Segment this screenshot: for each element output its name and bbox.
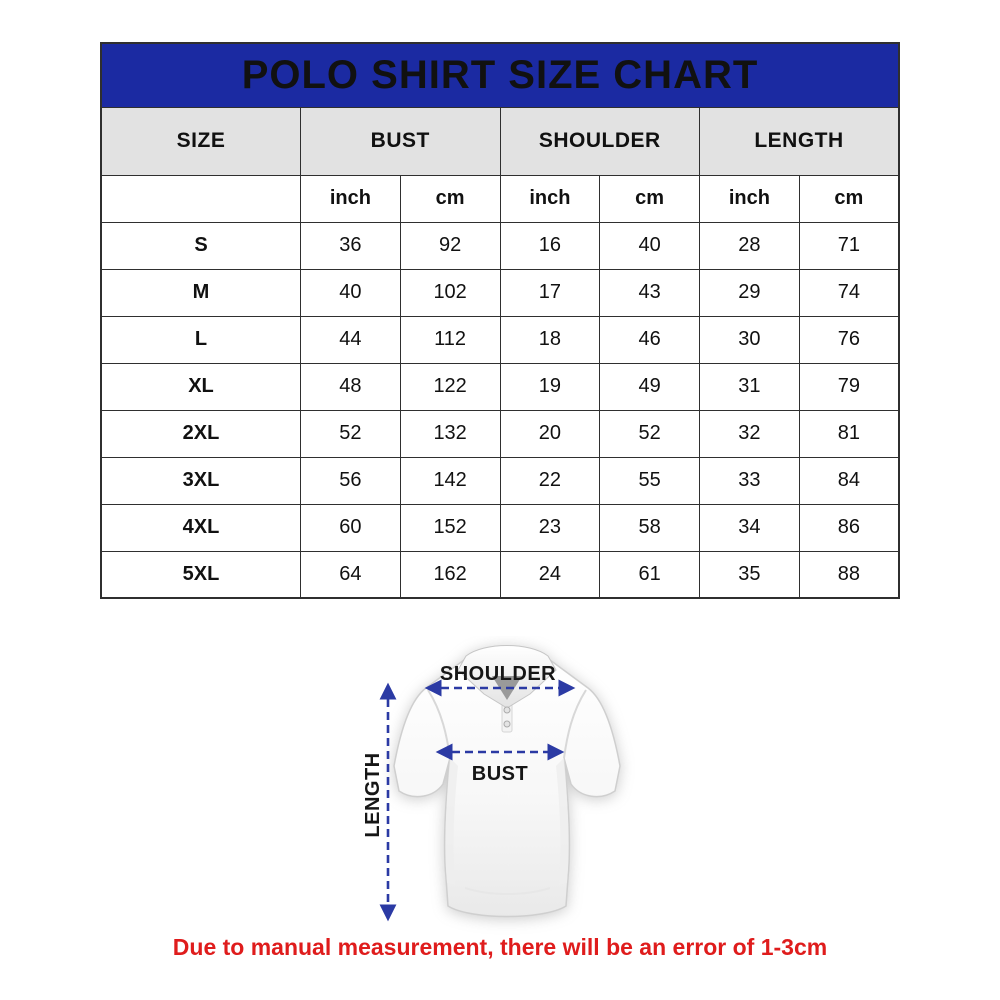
value-cell: 49 bbox=[600, 363, 700, 410]
page-title: POLO SHIRT SIZE CHART bbox=[101, 43, 899, 107]
table-row-xl bbox=[101, 363, 899, 410]
bust-label: BUST bbox=[471, 763, 529, 785]
value-cell: 58 bbox=[600, 504, 700, 551]
unit-header-bust-cm: cm bbox=[400, 175, 500, 222]
value-cell: 28 bbox=[700, 222, 800, 269]
measurement-disclaimer: Due to manual measurement, there will be an error of 1-3cm bbox=[172, 934, 828, 960]
unit-header-bust-inch: inch bbox=[301, 175, 401, 222]
size-label: S bbox=[101, 222, 301, 269]
unit-header-shoulder-cm: cm bbox=[600, 175, 700, 222]
value-cell: 81 bbox=[799, 410, 899, 457]
value-cell: 31 bbox=[700, 363, 800, 410]
value-cell: 35 bbox=[700, 551, 800, 598]
value-cell: 17 bbox=[500, 269, 600, 316]
value-cell: 86 bbox=[799, 504, 899, 551]
value-cell: 102 bbox=[400, 269, 500, 316]
value-cell: 40 bbox=[301, 269, 401, 316]
value-cell: 32 bbox=[700, 410, 800, 457]
value-cell: 30 bbox=[700, 316, 800, 363]
value-cell: 60 bbox=[301, 504, 401, 551]
button-top bbox=[504, 707, 510, 713]
value-cell: 16 bbox=[500, 222, 600, 269]
size-label: XL bbox=[101, 363, 301, 410]
value-cell: 33 bbox=[700, 457, 800, 504]
value-cell: 71 bbox=[799, 222, 899, 269]
value-cell: 64 bbox=[301, 551, 401, 598]
value-cell: 46 bbox=[600, 316, 700, 363]
unit-header-shoulder-inch: inch bbox=[500, 175, 600, 222]
size-label: 5XL bbox=[101, 551, 301, 598]
value-cell: 152 bbox=[400, 504, 500, 551]
value-cell: 55 bbox=[600, 457, 700, 504]
table-row-l bbox=[101, 316, 899, 363]
length-label: LENGTH bbox=[362, 752, 384, 838]
value-cell: 92 bbox=[400, 222, 500, 269]
value-cell: 23 bbox=[500, 504, 600, 551]
value-cell: 24 bbox=[500, 551, 600, 598]
size-table bbox=[100, 42, 900, 599]
col-header-length: LENGTH bbox=[700, 107, 900, 175]
unit-header-length-cm: cm bbox=[799, 175, 899, 222]
value-cell: 22 bbox=[500, 457, 600, 504]
value-cell: 79 bbox=[799, 363, 899, 410]
value-cell: 112 bbox=[400, 316, 500, 363]
size-label: 3XL bbox=[101, 457, 301, 504]
value-cell: 40 bbox=[600, 222, 700, 269]
value-cell: 43 bbox=[600, 269, 700, 316]
table-row-m bbox=[101, 269, 899, 316]
value-cell: 18 bbox=[500, 316, 600, 363]
col-header-shoulder: SHOULDER bbox=[500, 107, 700, 175]
value-cell: 132 bbox=[400, 410, 500, 457]
table-row-3xl bbox=[101, 457, 899, 504]
value-cell: 76 bbox=[799, 316, 899, 363]
table-row-2xl bbox=[101, 410, 899, 457]
col-header-bust: BUST bbox=[301, 107, 501, 175]
value-cell: 29 bbox=[700, 269, 800, 316]
value-cell: 84 bbox=[799, 457, 899, 504]
size-label: 4XL bbox=[101, 504, 301, 551]
value-cell: 44 bbox=[301, 316, 401, 363]
value-cell: 52 bbox=[301, 410, 401, 457]
value-cell: 48 bbox=[301, 363, 401, 410]
table-row-5xl bbox=[101, 551, 899, 598]
value-cell: 88 bbox=[799, 551, 899, 598]
value-cell: 142 bbox=[400, 457, 500, 504]
col-header-size: SIZE bbox=[101, 107, 301, 175]
measurement-diagram bbox=[340, 636, 670, 938]
size-label: L bbox=[101, 316, 301, 363]
shoulder-label: SHOULDER bbox=[439, 663, 557, 685]
size-label: M bbox=[101, 269, 301, 316]
table-row-4xl bbox=[101, 504, 899, 551]
value-cell: 20 bbox=[500, 410, 600, 457]
button-bottom bbox=[504, 721, 510, 727]
value-cell: 19 bbox=[500, 363, 600, 410]
value-cell: 61 bbox=[600, 551, 700, 598]
unit-header-length-inch: inch bbox=[700, 175, 800, 222]
value-cell: 74 bbox=[799, 269, 899, 316]
table-row-s bbox=[101, 222, 899, 269]
value-cell: 56 bbox=[301, 457, 401, 504]
value-cell: 162 bbox=[400, 551, 500, 598]
size-label: 2XL bbox=[101, 410, 301, 457]
value-cell: 52 bbox=[600, 410, 700, 457]
value-cell: 122 bbox=[400, 363, 500, 410]
empty-cell bbox=[101, 175, 301, 222]
value-cell: 36 bbox=[301, 222, 401, 269]
value-cell: 34 bbox=[700, 504, 800, 551]
